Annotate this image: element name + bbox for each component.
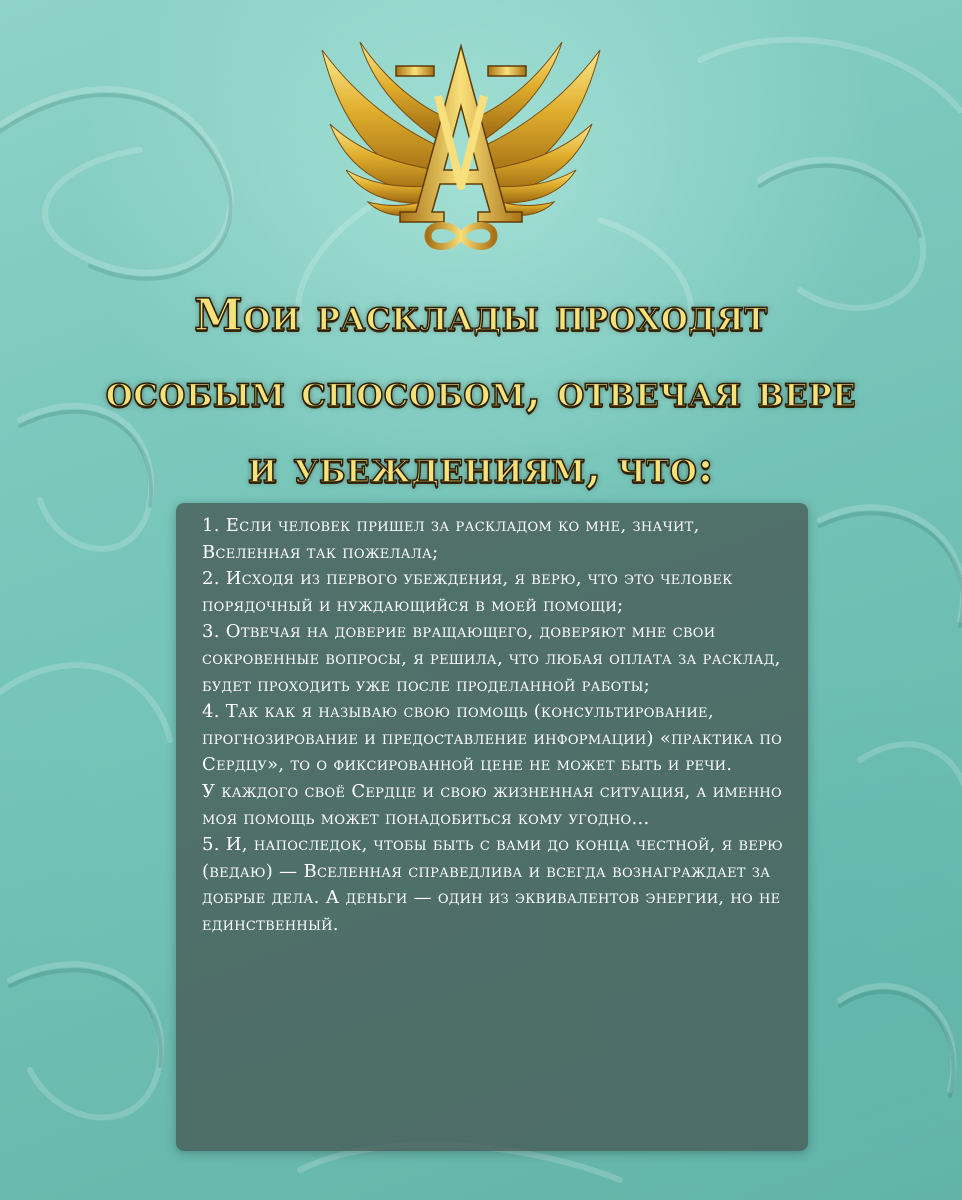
belief-item-5: 5. И, напоследок, чтобы быть с вами до конца честной, я верю (ведаю) — Вселенная справедлива и всегда вознаграждает за добрые дела. А деньги — один из эквивалентов энергии, но не единственный. <box>202 834 783 935</box>
page-headline <box>20 278 942 506</box>
headline-line-2: особым способом, отвечая вере <box>105 366 857 417</box>
belief-item-2: 2. Исходя из первого убеждения, я верю, что это человек порядочный и нуждающийся в моей помощи; <box>202 568 733 616</box>
beliefs-panel <box>176 503 808 1151</box>
belief-item-4-note: У каждого своё Сердце и свою жизненная ситуация, а именно моя помощь может понадобиться кому угодно... <box>202 780 782 829</box>
belief-item-1: 1. Если человек пришел за раскладом ко мне, значит, Вселенная так пожелала; <box>202 515 700 563</box>
golden-winged-monogram-icon <box>316 36 606 258</box>
beliefs-list <box>202 513 786 939</box>
belief-item-4: 4. Так как я называю свою помощь (консультирование, прогнозирование и предоставление информации) «практика по Сердцу», то о фиксированной цене не может быть и речи. <box>202 701 783 776</box>
belief-item-3: 3. Отвечая на доверие вращающего, доверяют мне свои сокровенные вопросы, я решила, что любая оплата за расклад, будет проходить уже после проделанной работы; <box>202 621 781 696</box>
headline-line-1: Мои расклады проходят <box>194 290 768 341</box>
headline-line-3: и убеждениям, что: <box>247 442 715 493</box>
